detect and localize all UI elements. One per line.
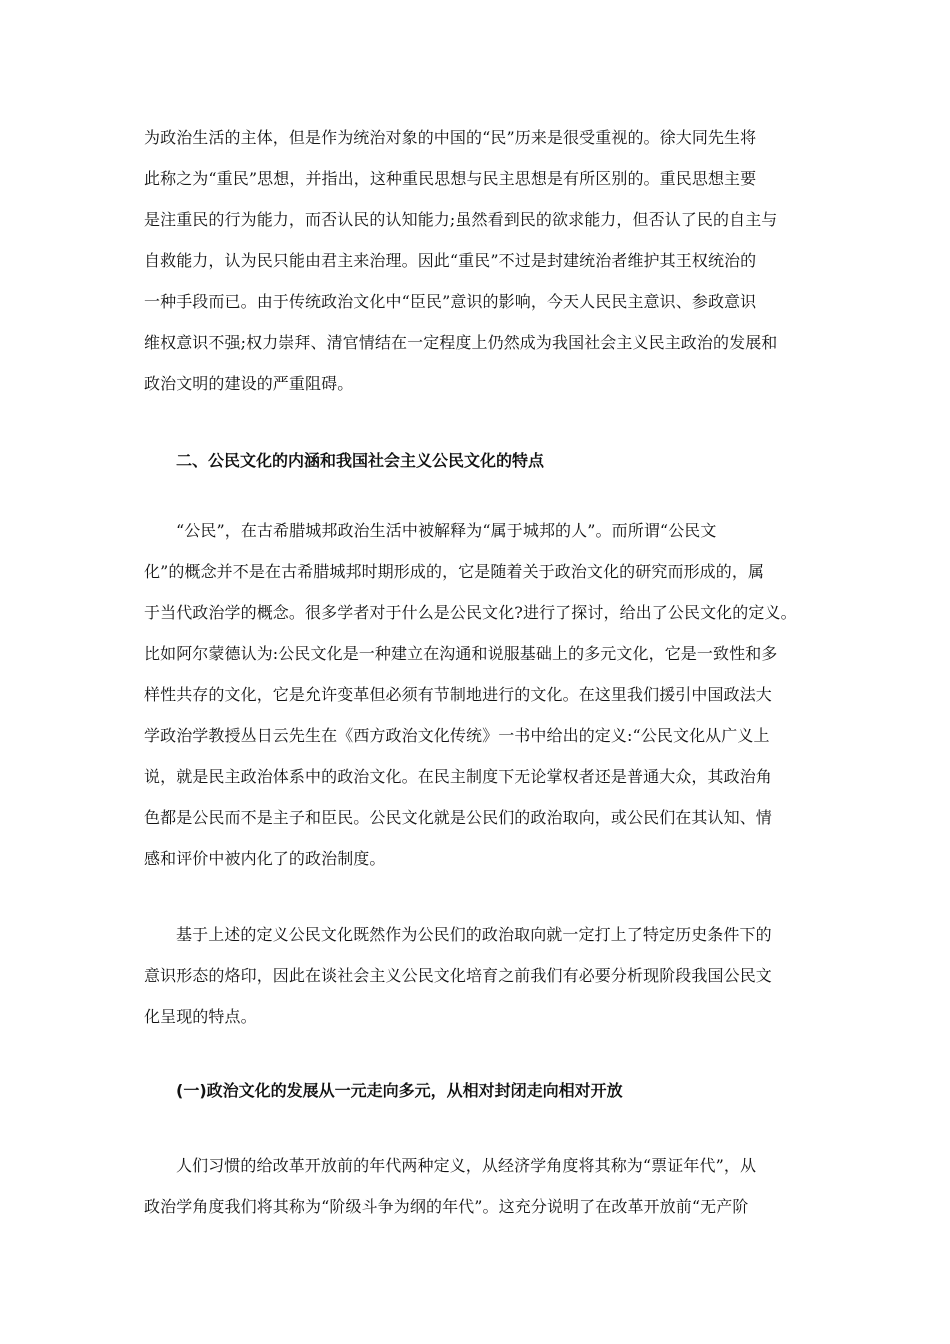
paragraph-2-line: “公民”，在古希腊城邦政治生活中被解释为“属于城邦的人”。而所谓“公民文 (176, 521, 717, 540)
paragraph-2-line: 比如阿尔蒙德认为:公民文化是一种建立在沟通和说服基础上的多元文化，它是一致性和多 (144, 644, 778, 663)
paragraph-1-line: 是注重民的行为能力，而否认民的认知能力;虽然看到民的欲求能力，但否认了民的自主与 (144, 210, 778, 229)
paragraph-2-line: 于当代政治学的概念。很多学者对于什么是公民文化?进行了探讨，给出了公民文化的定义。 (144, 603, 797, 622)
paragraph-2-line: 学政治学教授丛日云先生在《西方政治文化传统》一书中给出的定义:“公民文化从广义上 (144, 726, 770, 745)
paragraph-1-line: 自救能力，认为民只能由君主来治理。因此“重民”不过是封建统治者维护其王权统治的 (144, 251, 757, 270)
paragraph-4-line: 人们习惯的给改革开放前的年代两种定义，从经济学角度将其称为“票证年代”，从 (176, 1156, 757, 1175)
paragraph-2-line: 化”的概念并不是在古希腊城邦时期形成的，它是随着关于政治文化的研究而形成的，属 (144, 562, 765, 581)
subsection-heading: (一)政治文化的发展从一元走向多元，从相对封闭走向相对开放 (176, 1081, 623, 1100)
paragraph-1-line: 政治文明的建设的严重阻碍。 (144, 374, 354, 393)
paragraph-3-line: 化呈现的特点。 (144, 1007, 257, 1026)
paragraph-3-line: 意识形态的烙印，因此在谈社会主义公民文化培育之前我们有必要分析现阶段我国公民文 (144, 966, 772, 985)
paragraph-3-line: 基于上述的定义公民文化既然作为公民们的政治取向就一定打上了特定历史条件下的 (176, 925, 772, 944)
paragraph-2-line: 色都是公民而不是主子和臣民。公民文化就是公民们的政治取向，或公民们在其认知、情 (144, 808, 772, 827)
paragraph-1-line: 此称之为“重民”思想，并指出，这种重民思想与民主思想是有所区别的。重民思想主要 (144, 169, 757, 188)
section-heading: 二、公民文化的内涵和我国社会主义公民文化的特点 (176, 451, 545, 470)
paragraph-2-line: 样性共存的文化，它是允许变革但必须有节制地进行的文化。在这里我们援引中国政法大 (144, 685, 772, 704)
paragraph-2-line: 说，就是民主政治体系中的政治文化。在民主制度下无论掌权者还是普通大众，其政治角 (144, 767, 772, 786)
paragraph-2-line: 感和评价中被内化了的政治制度。 (144, 849, 386, 868)
paragraph-1-line: 维权意识不强;权力崇拜、清官情结在一定程度上仍然成为我国社会主义民主政治的发展和 (144, 333, 778, 352)
paragraph-4-line: 政治学角度我们将其称为“阶级斗争为纲的年代”。这充分说明了在改革开放前“无产阶 (144, 1197, 749, 1216)
paragraph-1-line: 一种手段而已。由于传统政治文化中“臣民”意识的影响，今天人民民主意识、参政意识 (144, 292, 757, 311)
paragraph-1-line: 为政治生活的主体，但是作为统治对象的中国的“民”历来是很受重视的。徐大同先生将 (144, 128, 757, 147)
